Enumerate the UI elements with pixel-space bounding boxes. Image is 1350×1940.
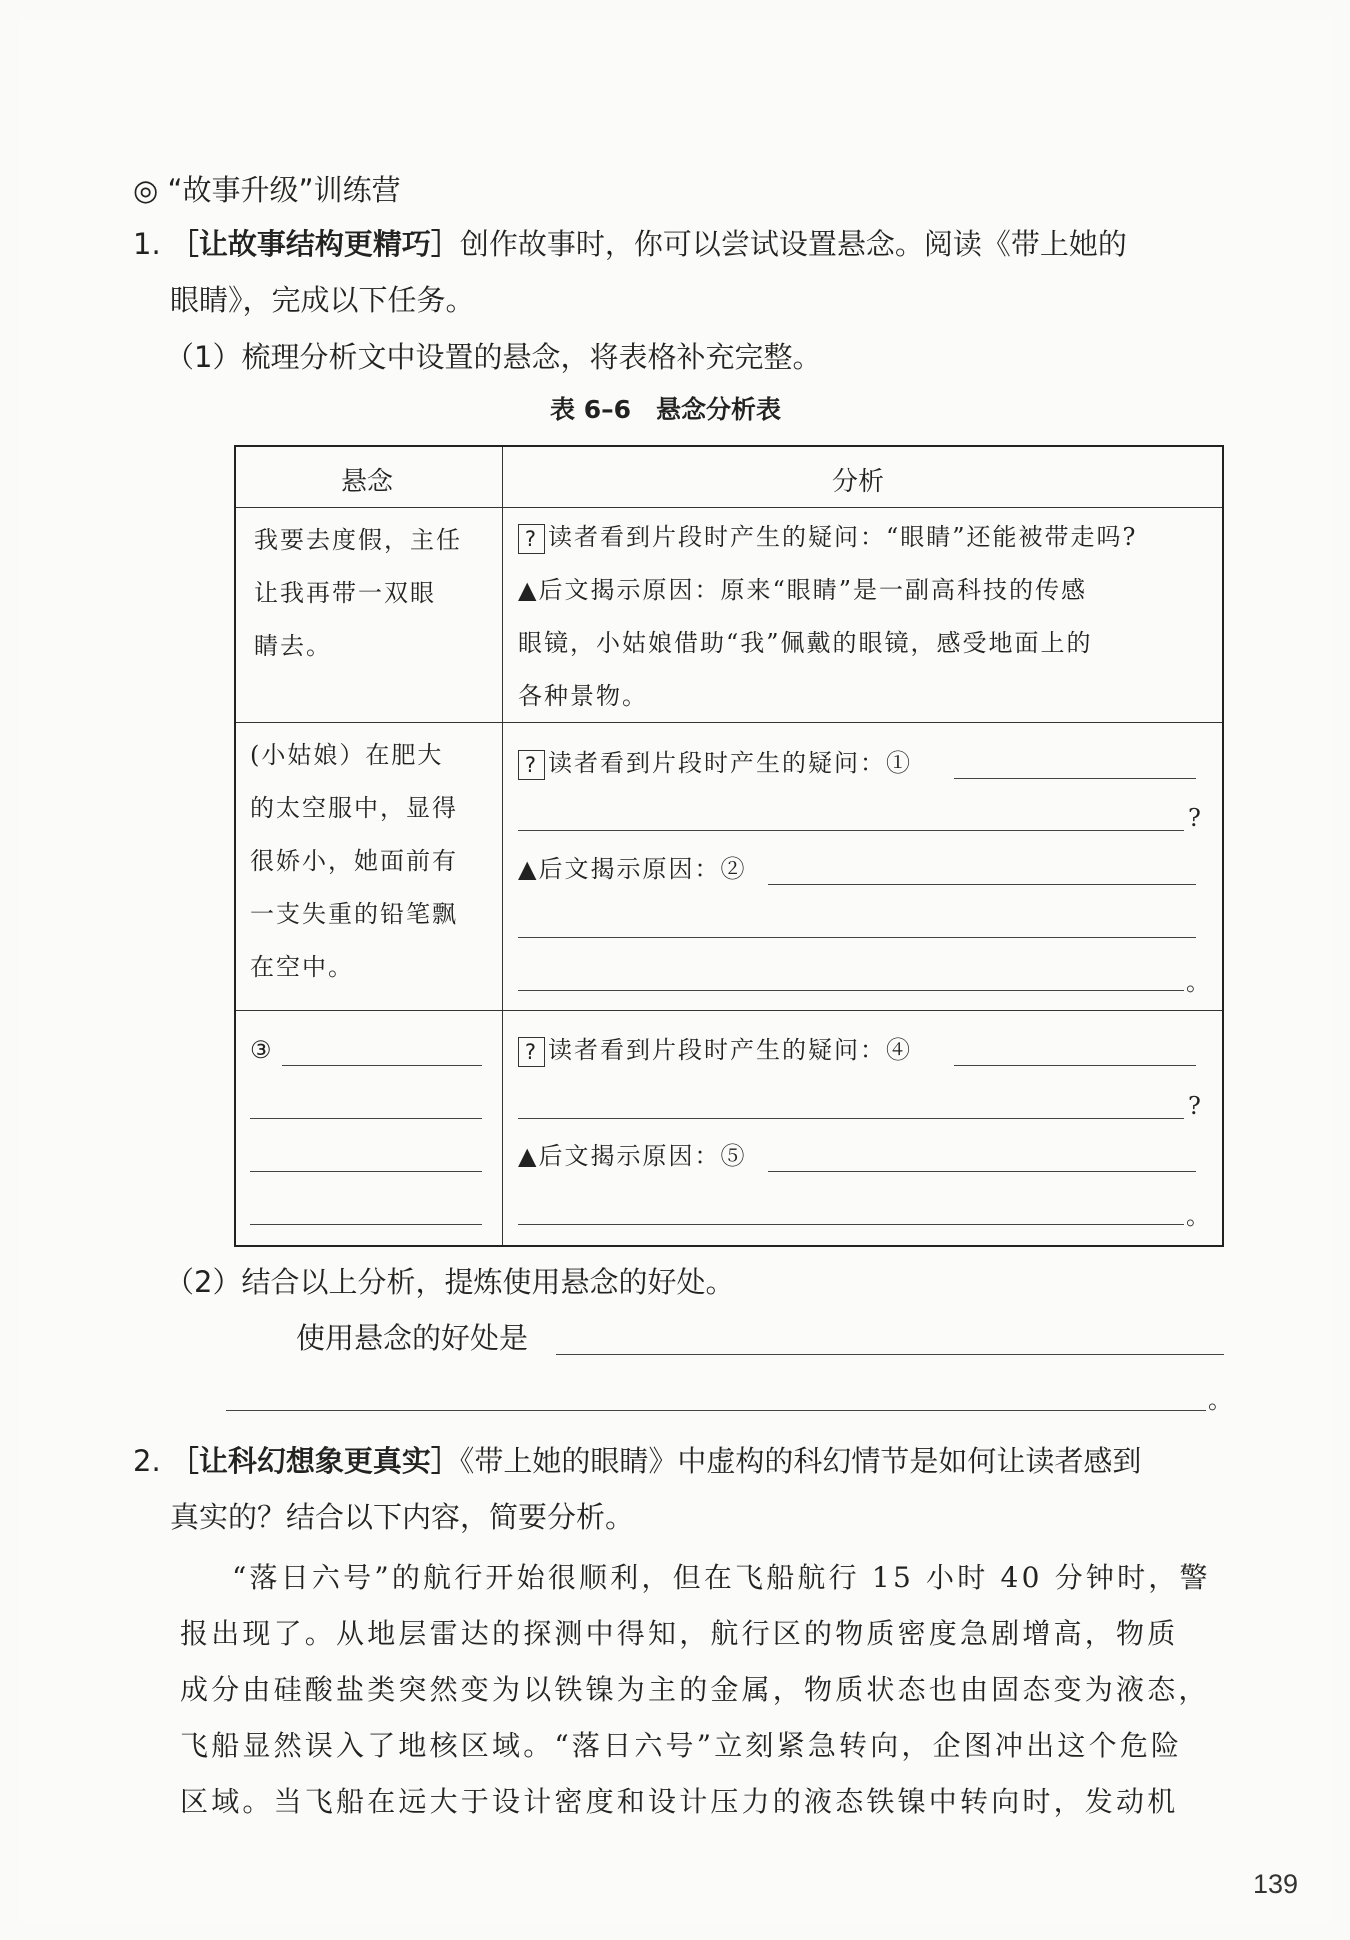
answer-blank-5[interactable]	[768, 1171, 1196, 1172]
q1-line2: 眼睛》，完成以下任务。	[170, 283, 475, 317]
reason-end-mark: 。	[1186, 1202, 1210, 1230]
reason-line: ▲后文揭示原因：②	[518, 855, 747, 883]
table-row-divider	[236, 507, 1222, 508]
passage-line: 报出现了。从地层雷达的探测中得知，航行区的物质密度急剧增高，物质	[180, 1617, 1179, 1650]
q1-sub2-prompt: 使用悬念的好处是	[296, 1321, 529, 1355]
page-number: 139	[1252, 1869, 1298, 1899]
q2-line2: 真实的？结合以下内容，简要分析。	[170, 1500, 635, 1534]
section-title: ◎ “故事升级”训练营	[133, 173, 401, 207]
question-text: 读者看到片段时产生的疑问：④	[548, 1036, 912, 1064]
benefit-answer-blank-cont[interactable]	[226, 1410, 1206, 1411]
q2-line1-text: 《带上她的眼睛》中虚构的科幻情节是如何让读者感到	[459, 1444, 1142, 1478]
passage-line: 区域。当飞船在远大于设计密度和设计压力的液态铁镍中转向时，发动机	[180, 1785, 1179, 1818]
q2-number: 2.	[133, 1444, 161, 1478]
suspense-analysis-table	[234, 445, 1224, 1247]
table-row-divider	[236, 1010, 1222, 1011]
q2-line1	[133, 1441, 1141, 1481]
question-text: 读者看到片段时产生的疑问：“眼睛”还能被带走吗?	[548, 523, 1138, 551]
table-header-analysis: 分析	[832, 467, 885, 497]
answer-blank-3-cont[interactable]	[250, 1118, 482, 1119]
q1-tag: ［让故事结构更精巧］	[169, 227, 460, 261]
question-line	[518, 511, 1137, 564]
reason-line: ▲后文揭示原因：原来“眼睛”是一副高科技的传感	[518, 576, 1087, 604]
table-header-suspense: 悬念	[341, 467, 394, 497]
question-mark-icon: ?	[518, 1037, 545, 1067]
passage-line: 飞船显然误入了地核区域。“落日六号”立刻紧急转向，企图冲出这个危险	[180, 1729, 1183, 1762]
suspense-cell-line: 很娇小，她面前有	[250, 847, 458, 875]
answer-blank-2-cont[interactable]	[518, 937, 1196, 938]
benefit-end-mark: 。	[1208, 1386, 1232, 1414]
table-caption: 表 6–6 悬念分析表	[550, 395, 781, 424]
q1-line1-text: 创作故事时，你可以尝试设置悬念。阅读《带上她的	[459, 227, 1127, 261]
suspense-cell-line: 睛去。	[254, 632, 332, 660]
answer-blank-2-cont[interactable]	[518, 990, 1184, 991]
question-mark-icon: ?	[518, 524, 545, 554]
reason-line: ▲后文揭示原因：⑤	[518, 1142, 747, 1170]
question-mark-icon: ?	[518, 750, 545, 780]
question-end-mark: ?	[1188, 1092, 1201, 1120]
answer-blank-4[interactable]	[954, 1065, 1196, 1066]
suspense-cell-line: 我要去度假，主任	[254, 526, 462, 554]
suspense-cell-line: (小姑娘）在肥大	[250, 741, 444, 769]
answer-blank-4-cont[interactable]	[518, 1118, 1184, 1119]
reason-line: 各种景物。	[518, 682, 648, 710]
answer-blank-5-cont[interactable]	[518, 1224, 1184, 1225]
question-text: 读者看到片段时产生的疑问：①	[548, 749, 912, 777]
question-line	[518, 1024, 912, 1077]
suspense-cell-line: 一支失重的铅笔飘	[250, 900, 458, 928]
answer-blank-3-cont[interactable]	[250, 1171, 482, 1172]
suspense-cell-line: 在空中。	[250, 953, 354, 981]
answer-blank-2[interactable]	[768, 884, 1196, 885]
answer-blank-1[interactable]	[954, 778, 1196, 779]
q1-number: 1.	[133, 227, 161, 261]
reason-end-mark: 。	[1186, 968, 1210, 996]
suspense-cell-line: 让我再带一双眼	[254, 579, 436, 607]
q1-sub1: （1）梳理分析文中设置的悬念，将表格补充完整。	[165, 340, 822, 374]
answer-blank-3-cont[interactable]	[250, 1224, 482, 1225]
answer-blank-1-cont[interactable]	[518, 830, 1184, 831]
suspense-cell-line: 的太空服中，显得	[250, 794, 458, 822]
q2-tag: ［让科幻想象更真实］	[169, 1444, 460, 1478]
question-end-mark: ?	[1188, 804, 1201, 832]
table-row-divider	[236, 722, 1222, 723]
q1-sub2: （2）结合以上分析，提炼使用悬念的好处。	[165, 1265, 735, 1299]
answer-blank-3[interactable]	[282, 1065, 482, 1066]
q1-line1	[133, 224, 1127, 264]
table-column-divider	[502, 447, 503, 1245]
question-line	[518, 737, 912, 790]
suspense-blank-label: ③	[250, 1036, 274, 1064]
passage-line: 成分由硅酸盐类突然变为以铁镍为主的金属，物质状态也由固态变为液态，	[180, 1673, 1210, 1706]
passage-line: “落日六号”的航行开始很顺利，但在飞船航行 15 小时 40 分钟时，警	[232, 1561, 1211, 1594]
benefit-answer-blank[interactable]	[556, 1354, 1224, 1355]
reason-line: 眼镜，小姑娘借助“我”佩戴的眼镜，感受地面上的	[518, 629, 1093, 657]
